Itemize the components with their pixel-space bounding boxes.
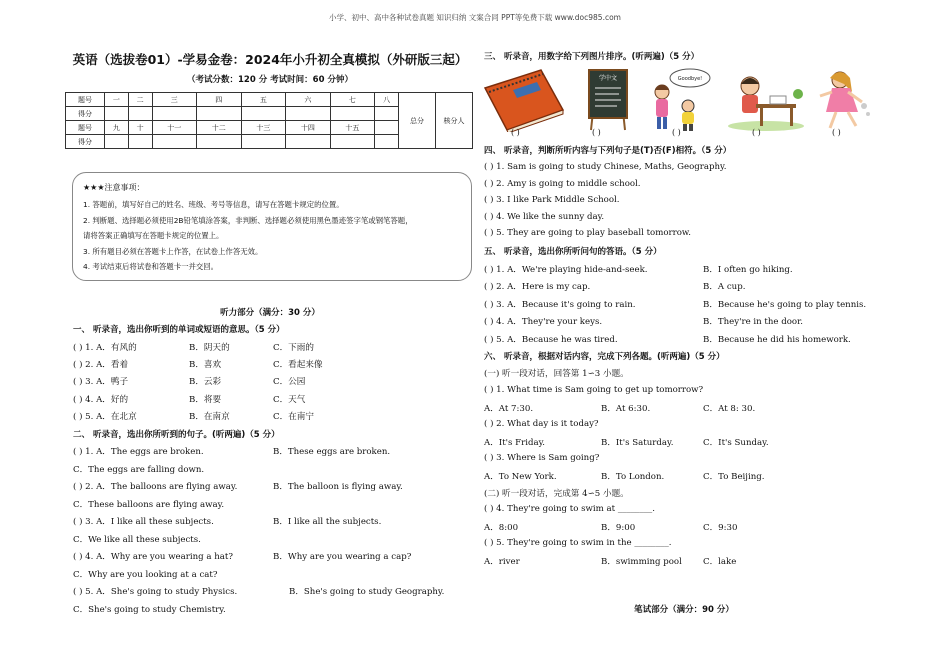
s6-q4: ( ) 4. They're going to swim at ________. xyxy=(484,504,655,514)
blackboard-picture xyxy=(583,66,633,132)
listening-title: 听力部分（满分：30 分） xyxy=(220,308,320,318)
goodbye-picture xyxy=(648,66,718,132)
s2-q5-b: B．She's going to study Geography. xyxy=(289,587,445,597)
goodbye-bubble: Goodbye! xyxy=(677,76,703,82)
s4-item: ( ) 3. I like Park Middle School. xyxy=(484,195,620,205)
score-table-row-label: 题号 xyxy=(66,93,105,107)
score-blank[interactable] xyxy=(152,107,197,121)
score-blank[interactable] xyxy=(105,107,129,121)
score-table-score-label: 得分 xyxy=(66,135,105,149)
s2-q2-b: B．The balloon is flying away. xyxy=(273,482,403,492)
score-table xyxy=(65,92,473,149)
score-table-cell: 四 xyxy=(197,93,242,107)
s5-q5-b: B．Because he did his homework. xyxy=(703,335,851,345)
score-table-cell xyxy=(375,121,399,135)
score-table-cell: 八 xyxy=(375,93,399,107)
board-text: 学中文 xyxy=(598,75,618,82)
s1-q2-c: C．看起来像 xyxy=(273,360,323,370)
score-table-cell: 二 xyxy=(128,93,152,107)
s1-heading: 一、 听录音，选出你听到的单词或短语的意思。（5 分） xyxy=(73,325,285,335)
s6-q4-c: C．9:30 xyxy=(703,523,738,533)
page-header: 小学、初中、高中各种试卷真题 知识归纳 文案合同 PPT等免费下载 www.doc985.com xyxy=(329,13,621,22)
s1-q5-a: ( ) 5. A．在北京 xyxy=(73,412,137,422)
s1-q3-b: B．云彩 xyxy=(189,377,222,387)
s5-q4-b: B．They're in the door. xyxy=(703,317,803,327)
running-girl-picture xyxy=(814,66,874,132)
score-table-cell: 六 xyxy=(286,93,331,107)
score-blank[interactable] xyxy=(197,135,242,149)
s6-q5-c: C．lake xyxy=(703,557,737,567)
s4-item: ( ) 1. Sam is going to study Chinese, Maths, Geography. xyxy=(484,162,727,172)
s6-q4-a: A．8:00 xyxy=(484,523,519,533)
score-blank[interactable] xyxy=(375,135,399,149)
s6-sub1: (一) 听一段对话，回答第 1∽3 小题。 xyxy=(484,369,629,379)
s5-q3-b: B．Because he's going to play tennis. xyxy=(703,300,867,310)
notebook-picture xyxy=(481,66,567,132)
s3-blank-5[interactable]: ( ) xyxy=(832,128,841,137)
s4-heading: 四、 听录音，判断所听内容与下列句子是(T)否(F)相符。（5 分） xyxy=(484,146,732,156)
score-table-cell: 一 xyxy=(105,93,129,107)
exam-subtitle: （考试分数：120 分 考试时间：60 分钟） xyxy=(187,75,353,85)
s2-q4-c: C．Why are you looking at a cat? xyxy=(73,570,218,580)
score-table-row-label: 题号 xyxy=(66,121,105,135)
s1-q1-b: B．阴天的 xyxy=(189,343,230,353)
s6-q2: ( ) 2. What day is it today? xyxy=(484,419,599,429)
s1-q5-c: C．在南宁 xyxy=(273,412,314,422)
s3-blank-4[interactable]: ( ) xyxy=(752,128,761,137)
s6-q5-b: B．swimming pool xyxy=(601,557,682,567)
score-blank[interactable] xyxy=(128,107,152,121)
notes-item: 2. 判断题、选择题必须使用2B铅笔填涂答案，非判断、选择题必须使用黑色墨迹签字笔或钢笔答题， xyxy=(83,216,413,225)
s5-q1-a: ( ) 1. A．We're playing hide-and-seek. xyxy=(484,265,648,275)
exam-title: 英语（选拔卷01）-学易金卷：2024年小升初全真模拟（外研版三起） xyxy=(72,52,468,67)
s2-heading: 二、 听录音，选出你所听到的句子。(听两遍)（5 分） xyxy=(73,430,280,440)
score-blank[interactable] xyxy=(241,107,286,121)
notes-item: 4. 考试结束后将试卷和答题卡一并交回。 xyxy=(83,262,219,271)
notes-item: 1. 答题前，填写好自己的姓名、班级、考号等信息，请写在答题卡规定的位置。 xyxy=(83,200,344,209)
notes-item: 请将答案正确填写在答题卡规定的位置上。 xyxy=(83,231,224,240)
s1-q3-a: ( ) 3. A．鸭子 xyxy=(73,377,129,387)
score-table-cell: 七 xyxy=(330,93,375,107)
notes-item: 3. 所有题目必须在答题卡上作答，在试卷上作答无效。 xyxy=(83,247,263,256)
s2-q2-c: C．These balloons are flying away. xyxy=(73,500,225,510)
score-table-cell: 十五 xyxy=(330,121,375,135)
score-table-cell: 十一 xyxy=(152,121,197,135)
score-table-cell: 九 xyxy=(105,121,129,135)
s6-q2-b: B．It's Saturday. xyxy=(601,438,674,448)
score-table-cell: 十四 xyxy=(286,121,331,135)
score-blank[interactable] xyxy=(128,135,152,149)
s5-q2-b: B．A cup. xyxy=(703,282,746,292)
score-table-cell: 五 xyxy=(241,93,286,107)
score-table-grader: 核分人 xyxy=(436,93,473,149)
s2-q3-c: C．We like all these subjects. xyxy=(73,535,201,545)
s2-q2-a: ( ) 2. A．The balloons are flying away. xyxy=(73,482,238,492)
s4-item: ( ) 2. Amy is going to middle school. xyxy=(484,179,641,189)
s6-q2-a: A．It's Friday. xyxy=(484,438,546,448)
s6-q5-a: A．river xyxy=(484,557,520,567)
s5-q5-a: ( ) 5. A．Because he was tired. xyxy=(484,335,618,345)
s2-q1-a: ( ) 1. A．The eggs are broken. xyxy=(73,447,204,457)
score-blank[interactable] xyxy=(330,107,375,121)
s6-q3: ( ) 3. Where is Sam going? xyxy=(484,453,600,463)
notes-box xyxy=(72,172,472,281)
score-table-cell: 十二 xyxy=(197,121,242,135)
s3-blank-3[interactable]: ( ) xyxy=(672,128,681,137)
writing-title: 笔试部分（满分：90 分） xyxy=(634,605,734,615)
score-blank[interactable] xyxy=(286,135,331,149)
s5-q3-a: ( ) 3. A．Because it's going to rain. xyxy=(484,300,636,310)
s2-q1-c: C．The eggs are falling down. xyxy=(73,465,205,475)
s5-q1-b: B．I often go hiking. xyxy=(703,265,793,275)
score-table-score-label: 得分 xyxy=(66,107,105,121)
s2-q4-b: B．Why are you wearing a cap? xyxy=(273,552,412,562)
score-blank[interactable] xyxy=(375,107,399,121)
s1-q5-b: B．在南京 xyxy=(189,412,230,422)
notes-title: ★★★注意事项： xyxy=(83,183,145,192)
s2-q3-b: B．I like all the subjects. xyxy=(273,517,382,527)
s1-q1-c: C．下雨的 xyxy=(273,343,314,353)
s1-q4-b: B．将要 xyxy=(189,395,222,405)
score-blank[interactable] xyxy=(105,135,129,149)
s4-item: ( ) 4. We like the sunny day. xyxy=(484,212,605,222)
score-table-cell: 十 xyxy=(128,121,152,135)
s6-q1: ( ) 1. What time is Sam going to get up tomorrow? xyxy=(484,385,704,395)
s2-q4-a: ( ) 4. A．Why are you wearing a hat? xyxy=(73,552,233,562)
s1-q2-a: ( ) 2. A．看着 xyxy=(73,360,129,370)
study-picture xyxy=(726,66,812,132)
s3-heading: 三、 听录音，用数字给下列图片排序。(听两遍)（5 分） xyxy=(484,52,700,62)
s1-q4-a: ( ) 4. A．好的 xyxy=(73,395,129,405)
s2-q5-c: C．She's going to study Chemistry. xyxy=(73,605,226,615)
s6-q4-b: B．9:00 xyxy=(601,523,636,533)
s6-q3-a: A．To New York. xyxy=(484,472,557,482)
s6-q3-c: C．To Beijing. xyxy=(703,472,765,482)
s6-q1-c: C．At 8: 30. xyxy=(703,404,756,414)
s6-q1-a: A．At 7:30. xyxy=(484,404,534,414)
score-table-cell: 三 xyxy=(152,93,197,107)
s5-heading: 五、 听录音，选出你所听问句的答语。（5 分） xyxy=(484,247,662,257)
score-blank[interactable] xyxy=(286,107,331,121)
s1-q3-c: C．公园 xyxy=(273,377,306,387)
s6-heading: 六、 听录音，根据对话内容，完成下列各题。(听两遍)（5 分） xyxy=(484,352,725,362)
s6-sub2: (二) 听一段对话，完成第 4∽5 小题。 xyxy=(484,489,629,499)
s1-q4-c: C．天气 xyxy=(273,395,306,405)
score-blank[interactable] xyxy=(330,135,375,149)
score-table-cell: 十三 xyxy=(241,121,286,135)
s5-q4-a: ( ) 4. A．They're your keys. xyxy=(484,317,603,327)
s3-blank-2[interactable]: ( ) xyxy=(592,128,601,137)
s2-q1-b: B．These eggs are broken. xyxy=(273,447,391,457)
s2-q5-a: ( ) 5. A．She's going to study Physics. xyxy=(73,587,238,597)
s6-q3-b: B．To London. xyxy=(601,472,665,482)
score-blank[interactable] xyxy=(152,135,197,149)
s6-q5: ( ) 5. They're going to swim in the ________. xyxy=(484,538,672,548)
score-blank[interactable] xyxy=(241,135,286,149)
s3-blank-1[interactable]: ( ) xyxy=(511,128,520,137)
s2-q3-a: ( ) 3. A．I like all these subjects. xyxy=(73,517,214,527)
s6-q2-c: C．It's Sunday. xyxy=(703,438,769,448)
score-blank[interactable] xyxy=(197,107,242,121)
s1-q1-a: ( ) 1. A．有风的 xyxy=(73,343,137,353)
s4-item: ( ) 5. They are going to play baseball tomorrow. xyxy=(484,228,691,238)
s6-q1-b: B．At 6:30. xyxy=(601,404,651,414)
s5-q2-a: ( ) 2. A．Here is my cap. xyxy=(484,282,591,292)
score-table-total: 总分 xyxy=(399,93,436,149)
s1-q2-b: B．喜欢 xyxy=(189,360,222,370)
